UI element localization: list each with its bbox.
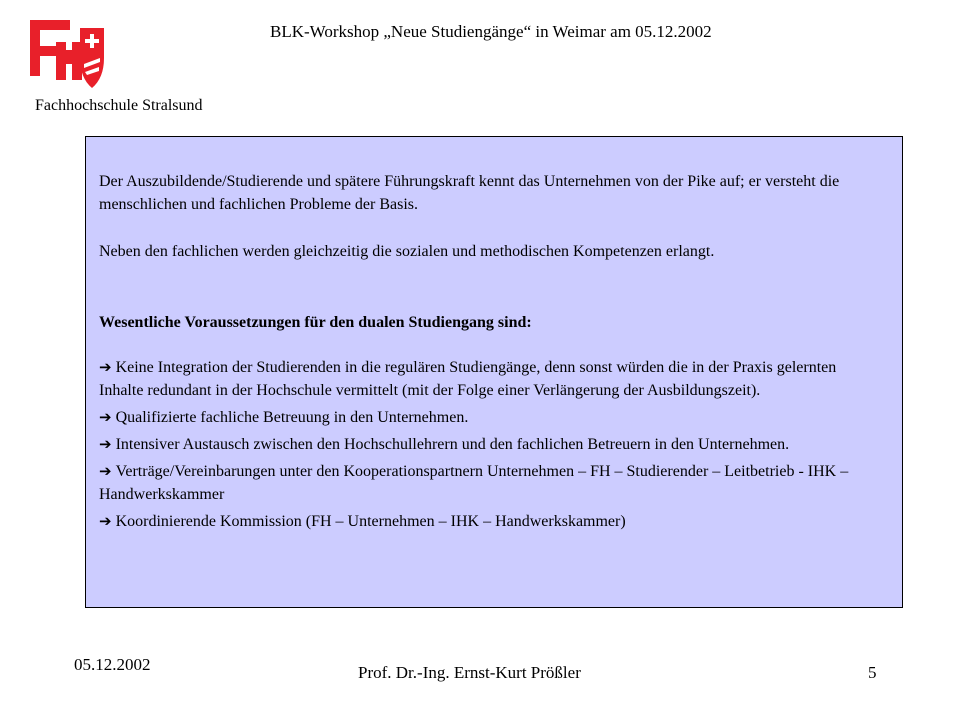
bullet-item [99, 433, 884, 456]
right-arrow-icon: ➔ [99, 358, 112, 376]
header-title: BLK-Workshop „Neue Studiengänge“ in Weimar am 05.12.2002 [270, 22, 712, 41]
institution-name: Fachhochschule Stralsund [35, 97, 203, 114]
fh-stralsund-logo-icon [30, 20, 108, 90]
paragraph-2: Neben den fachlichen werden gleichzeitig die sozialen und methodischen Kompetenzen erlangt. [99, 243, 715, 260]
bullet-text: Koordinierende Kommission (FH – Unternehmen – IHK – Handwerkskammer) [115, 513, 626, 530]
footer-date: 05.12.2002 [74, 655, 151, 674]
right-arrow-icon: ➔ [99, 462, 112, 480]
requirements-heading: Wesentliche Voraussetzungen für den dualen Studiengang sind: [99, 314, 532, 331]
right-arrow-icon: ➔ [99, 408, 112, 426]
bullet-text: Qualifizierte fachliche Betreuung in den Unternehmen. [115, 409, 469, 426]
bullet-item [99, 356, 884, 402]
right-arrow-icon: ➔ [99, 512, 112, 530]
right-arrow-icon: ➔ [99, 435, 112, 453]
bullet-item [99, 460, 884, 506]
content-box [85, 136, 903, 608]
bullet-text: Verträge/Vereinbarungen unter den Kooperationspartnern Unternehmen – FH – Studierender – Leitbetrieb - IHK – Handwerkskammer [99, 463, 849, 503]
paragraph-1: Der Auszubildende/Studierende und spätere Führungskraft kennt das Unternehmen von der Pike auf; er versteht die menschlichen und fachlichen Probleme der Basis. [99, 173, 840, 213]
bullet-item [99, 406, 884, 429]
footer-author: Prof. Dr.-Ing. Ernst-Kurt Prößler [358, 663, 581, 682]
page-number: 5 [868, 663, 877, 682]
bullet-text: Intensiver Austausch zwischen den Hochschullehrern und den fachlichen Betreuern in den Unternehmen. [115, 436, 790, 453]
bullet-item [99, 510, 884, 533]
bullet-text: Keine Integration der Studierenden in die regulären Studiengänge, denn sonst würden die in der Praxis gelernten Inhalte redundant in der Hochschule vermittelt (mit der Folge einer Verlängerung der Ausbildungszeit). [99, 359, 837, 399]
